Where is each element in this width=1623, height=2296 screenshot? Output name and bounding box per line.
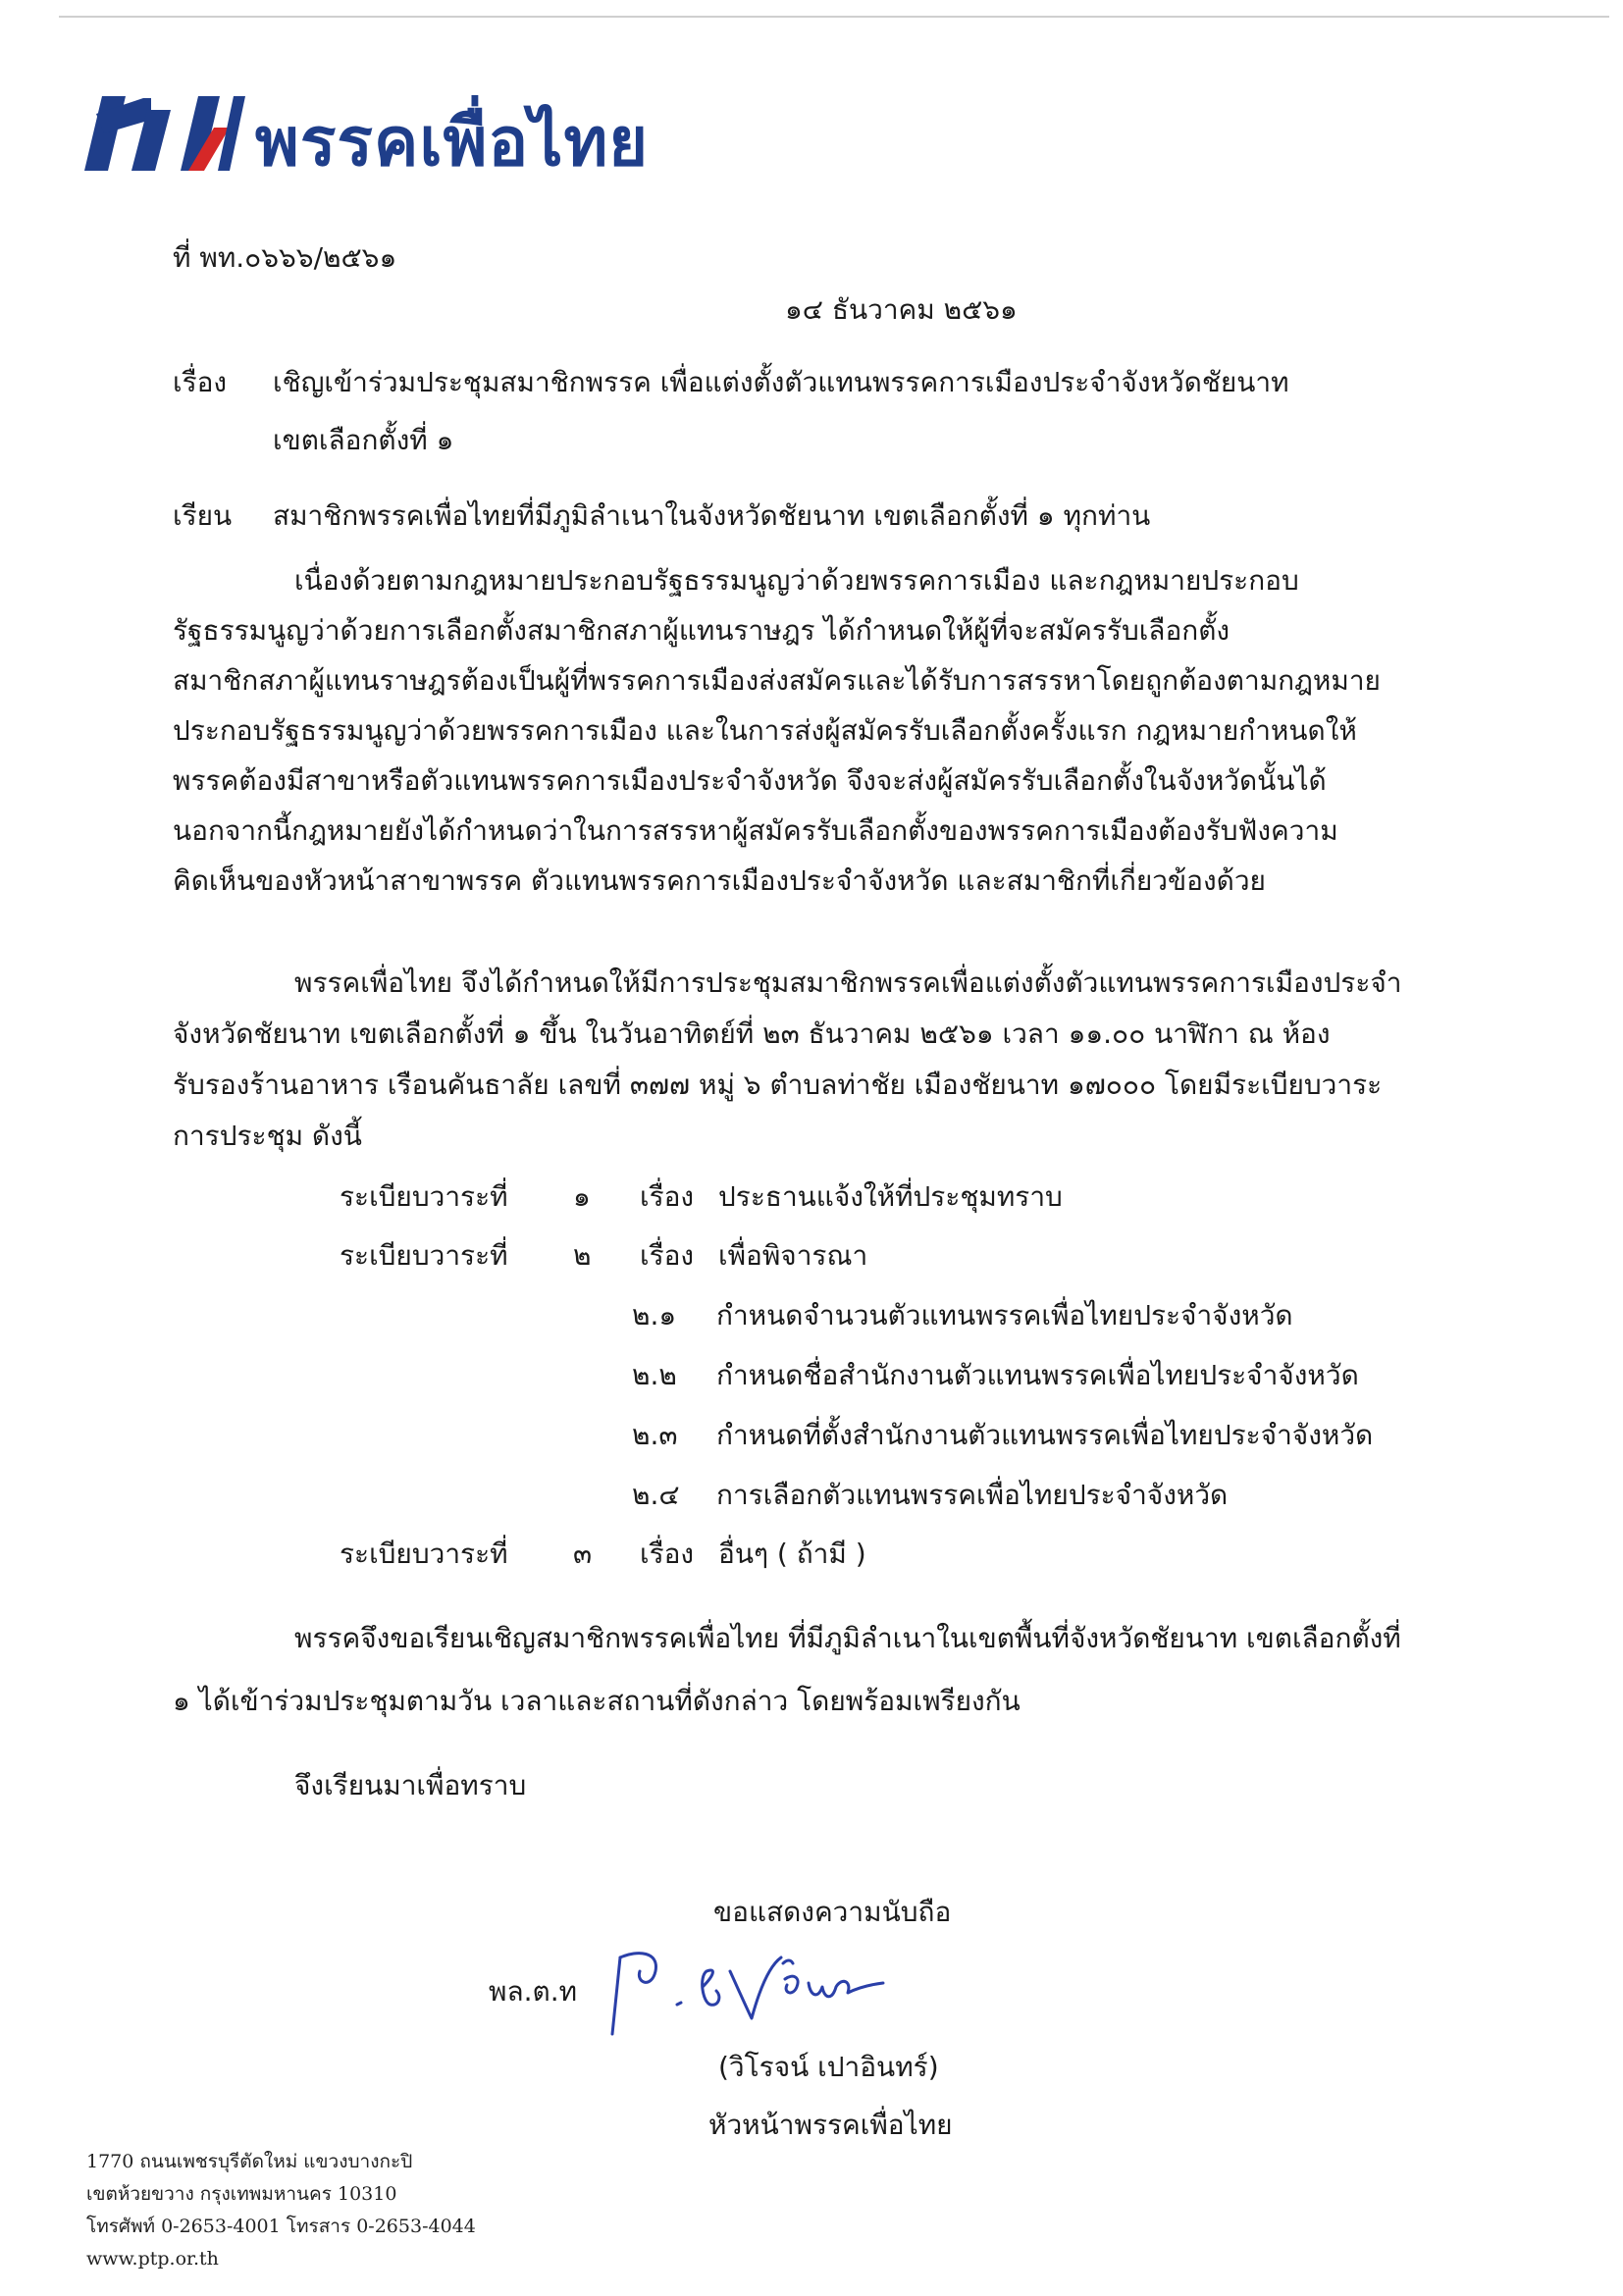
- agenda-label: ระเบียบวาระที่: [340, 1239, 508, 1272]
- agenda-sub-text: กำหนดที่ตั้งสำนักงานตัวแทนพรรคเพื่อไทยประจำจังหวัด: [716, 1418, 1374, 1451]
- handwritten-signature-icon: [608, 1938, 903, 2046]
- recipient-text: สมาชิกพรรคเพื่อไทยที่มีภูมิลำเนาในจังหวัดชัยนาท เขตเลือกตั้งที่ ๑ ทุกท่าน: [273, 499, 1151, 532]
- subject-line-1: เชิญเข้าร่วมประชุมสมาชิกพรรค เพื่อแต่งตั้งตัวแทนพรรคการเมืองประจำจังหวัดชัยนาท: [273, 366, 1289, 398]
- agenda-sub-item: [632, 1285, 1373, 1345]
- paragraph-1-line: นอกจากนี้กฎหมายยังได้กำหนดว่าในการสรรหาผู้สมัครรับเลือกตั้งของพรรคการเมืองต้องรับฟังความ: [173, 814, 1338, 847]
- subject-line-2: เขตเลือกตั้งที่ ๑: [273, 424, 454, 456]
- paragraph-1-line: สมาชิกสภาผู้แทนราษฎรต้องเป็นผู้ที่พรรคการเมืองส่งสมัครและได้รับการสรรหาโดยถูกต้องตามกฎหมาย: [173, 664, 1381, 697]
- paragraph-1-line: เนื่องด้วยตามกฎหมายประกอบรัฐธรรมนูญว่าด้วยพรรคการเมือง และกฎหมายประกอบ: [294, 564, 1299, 597]
- agenda-item: [340, 1226, 1373, 1285]
- paragraph-1: [173, 564, 1381, 914]
- paragraph-2-line: จังหวัดชัยนาท เขตเลือกตั้งที่ ๑ ขึ้น ในวันอาทิตย์ที่ ๒๓ ธันวาคม ๒๕๖๑ เวลา ๑๑.๐๐ นาฬิกา ณ ห้อง: [173, 1018, 1331, 1050]
- footer-contact: [86, 2146, 476, 2275]
- agenda-sub-number: ๒.๔: [632, 1478, 680, 1511]
- agenda-list: [340, 1168, 1373, 1584]
- agenda-item: [340, 1168, 1373, 1226]
- agenda-sub-list: [632, 1285, 1373, 1525]
- paragraph-2-line: การประชุม ดังนี้: [173, 1120, 362, 1152]
- paragraph-3: [173, 1622, 1401, 1748]
- party-name: พรรคเพื่อไทย: [255, 104, 650, 182]
- subject-label: เรื่อง: [173, 366, 228, 398]
- agenda-sub-item: [632, 1405, 1373, 1465]
- agenda-sub-text: การเลือกตัวแทนพรรคเพื่อไทยประจำจังหวัด: [716, 1478, 1229, 1511]
- agenda-sub-number: ๒.๑: [632, 1298, 677, 1331]
- pt-logo-mark-icon: [82, 88, 247, 173]
- top-scan-line: [59, 16, 1609, 18]
- agenda-sub-text: กำหนดชื่อสำนักงานตัวแทนพรรคเพื่อไทยประจำจังหวัด: [716, 1358, 1359, 1391]
- document-number: ที่ พท.๐๖๖๖/๒๕๖๑: [173, 241, 397, 274]
- agenda-sub-number: ๒.๒: [632, 1358, 677, 1391]
- agenda-item: [340, 1525, 1373, 1584]
- recipient-label: เรียน: [173, 499, 233, 532]
- paragraph-1-line: คิดเห็นของหัวหน้าสาขาพรรค ตัวแทนพรรคการเมืองประจำจังหวัด และสมาชิกที่เกี่ยวข้องด้วย: [173, 864, 1266, 897]
- footer-phone-fax: โทรศัพท์ 0-2653-4001 โทรสาร 0-2653-4044: [86, 2216, 476, 2237]
- signer-title: หัวหน้าพรรคเพื่อไทย: [708, 2109, 953, 2141]
- footer-website-link[interactable]: www.ptp.or.th: [86, 2248, 219, 2270]
- paragraph-3-line: ๑ ได้เข้าร่วมประชุมตามวัน เวลาและสถานที่ดังกล่าว โดยพร้อมเพรียงกัน: [173, 1685, 1021, 1717]
- agenda-label: ระเบียบวาระที่: [340, 1180, 508, 1213]
- footer-address-line-1: 1770 ถนนเพชรบุรีตัดใหม่ แขวงบางกะปิ: [86, 2151, 413, 2172]
- agenda-sub-item: [632, 1465, 1373, 1525]
- paragraph-2: [173, 966, 1402, 1171]
- party-logo: [82, 88, 650, 182]
- agenda-subject-word: เรื่อง: [640, 1538, 695, 1570]
- agenda-number: ๒: [573, 1239, 592, 1272]
- paragraph-2-line: รับรองร้านอาหาร เรือนคันธาลัย เลขที่ ๓๗๗ หมู่ ๖ ตำบลท่าชัย เมืองชัยนาท ๑๗๐๐๐ โดยมีระเบียบวาระ: [173, 1069, 1383, 1101]
- agenda-sub-number: ๒.๓: [632, 1418, 678, 1451]
- agenda-text: เพื่อพิจารณา: [718, 1239, 868, 1272]
- paragraph-1-line: รัฐธรรมนูญว่าด้วยการเลือกตั้งสมาชิกสภาผู้แทนราษฎร ได้กำหนดให้ผู้ที่จะสมัครรับเลือกตั้ง: [173, 614, 1230, 647]
- paragraph-1-line: พรรคต้องมีสาขาหรือตัวแทนพรรคการเมืองประจำจังหวัด จึงจะส่งผู้สมัครรับเลือกตั้งในจังหวัดนั้นได้: [173, 764, 1327, 797]
- agenda-label: ระเบียบวาระที่: [340, 1538, 508, 1570]
- closing-respect: ขอแสดงความนับถือ: [713, 1896, 952, 1928]
- signer-name: (วิโรจน์ เปาอินทร์): [718, 2051, 939, 2083]
- agenda-text: ประธานแจ้งให้ที่ประชุมทราบ: [718, 1180, 1063, 1213]
- agenda-text: อื่นๆ ( ถ้ามี ): [718, 1538, 866, 1570]
- paragraph-1-line: ประกอบรัฐธรรมนูญว่าด้วยพรรคการเมือง และในการส่งผู้สมัครรับเลือกตั้งครั้งแรก กฎหมายกำหนดให้: [173, 714, 1357, 747]
- agenda-subject-word: เรื่อง: [640, 1180, 695, 1213]
- agenda-number: ๑: [573, 1180, 591, 1213]
- agenda-number: ๓: [573, 1538, 593, 1570]
- closing-inform: จึงเรียนมาเพื่อทราบ: [294, 1769, 527, 1801]
- agenda-sub-text: กำหนดจำนวนตัวแทนพรรคเพื่อไทยประจำจังหวัด: [716, 1298, 1293, 1331]
- paragraph-3-line: พรรคจึงขอเรียนเชิญสมาชิกพรรคเพื่อไทย ที่มีภูมิลำเนาในเขตพื้นที่จังหวัดชัยนาท เขตเลือกตั้งที่: [294, 1622, 1401, 1654]
- document-date: ๑๔ ธันวาคม ๒๕๖๑: [785, 293, 1018, 326]
- footer-address-line-2: เขตห้วยขวาง กรุงเทพมหานคร 10310: [86, 2183, 397, 2205]
- signer-rank: พล.ต.ท: [489, 1975, 578, 2008]
- agenda-subject-word: เรื่อง: [640, 1239, 695, 1272]
- paragraph-2-line: พรรคเพื่อไทย จึงได้กำหนดให้มีการประชุมสมาชิกพรรคเพื่อแต่งตั้งตัวแทนพรรคการเมืองประจำ: [294, 966, 1402, 999]
- agenda-sub-item: [632, 1345, 1373, 1405]
